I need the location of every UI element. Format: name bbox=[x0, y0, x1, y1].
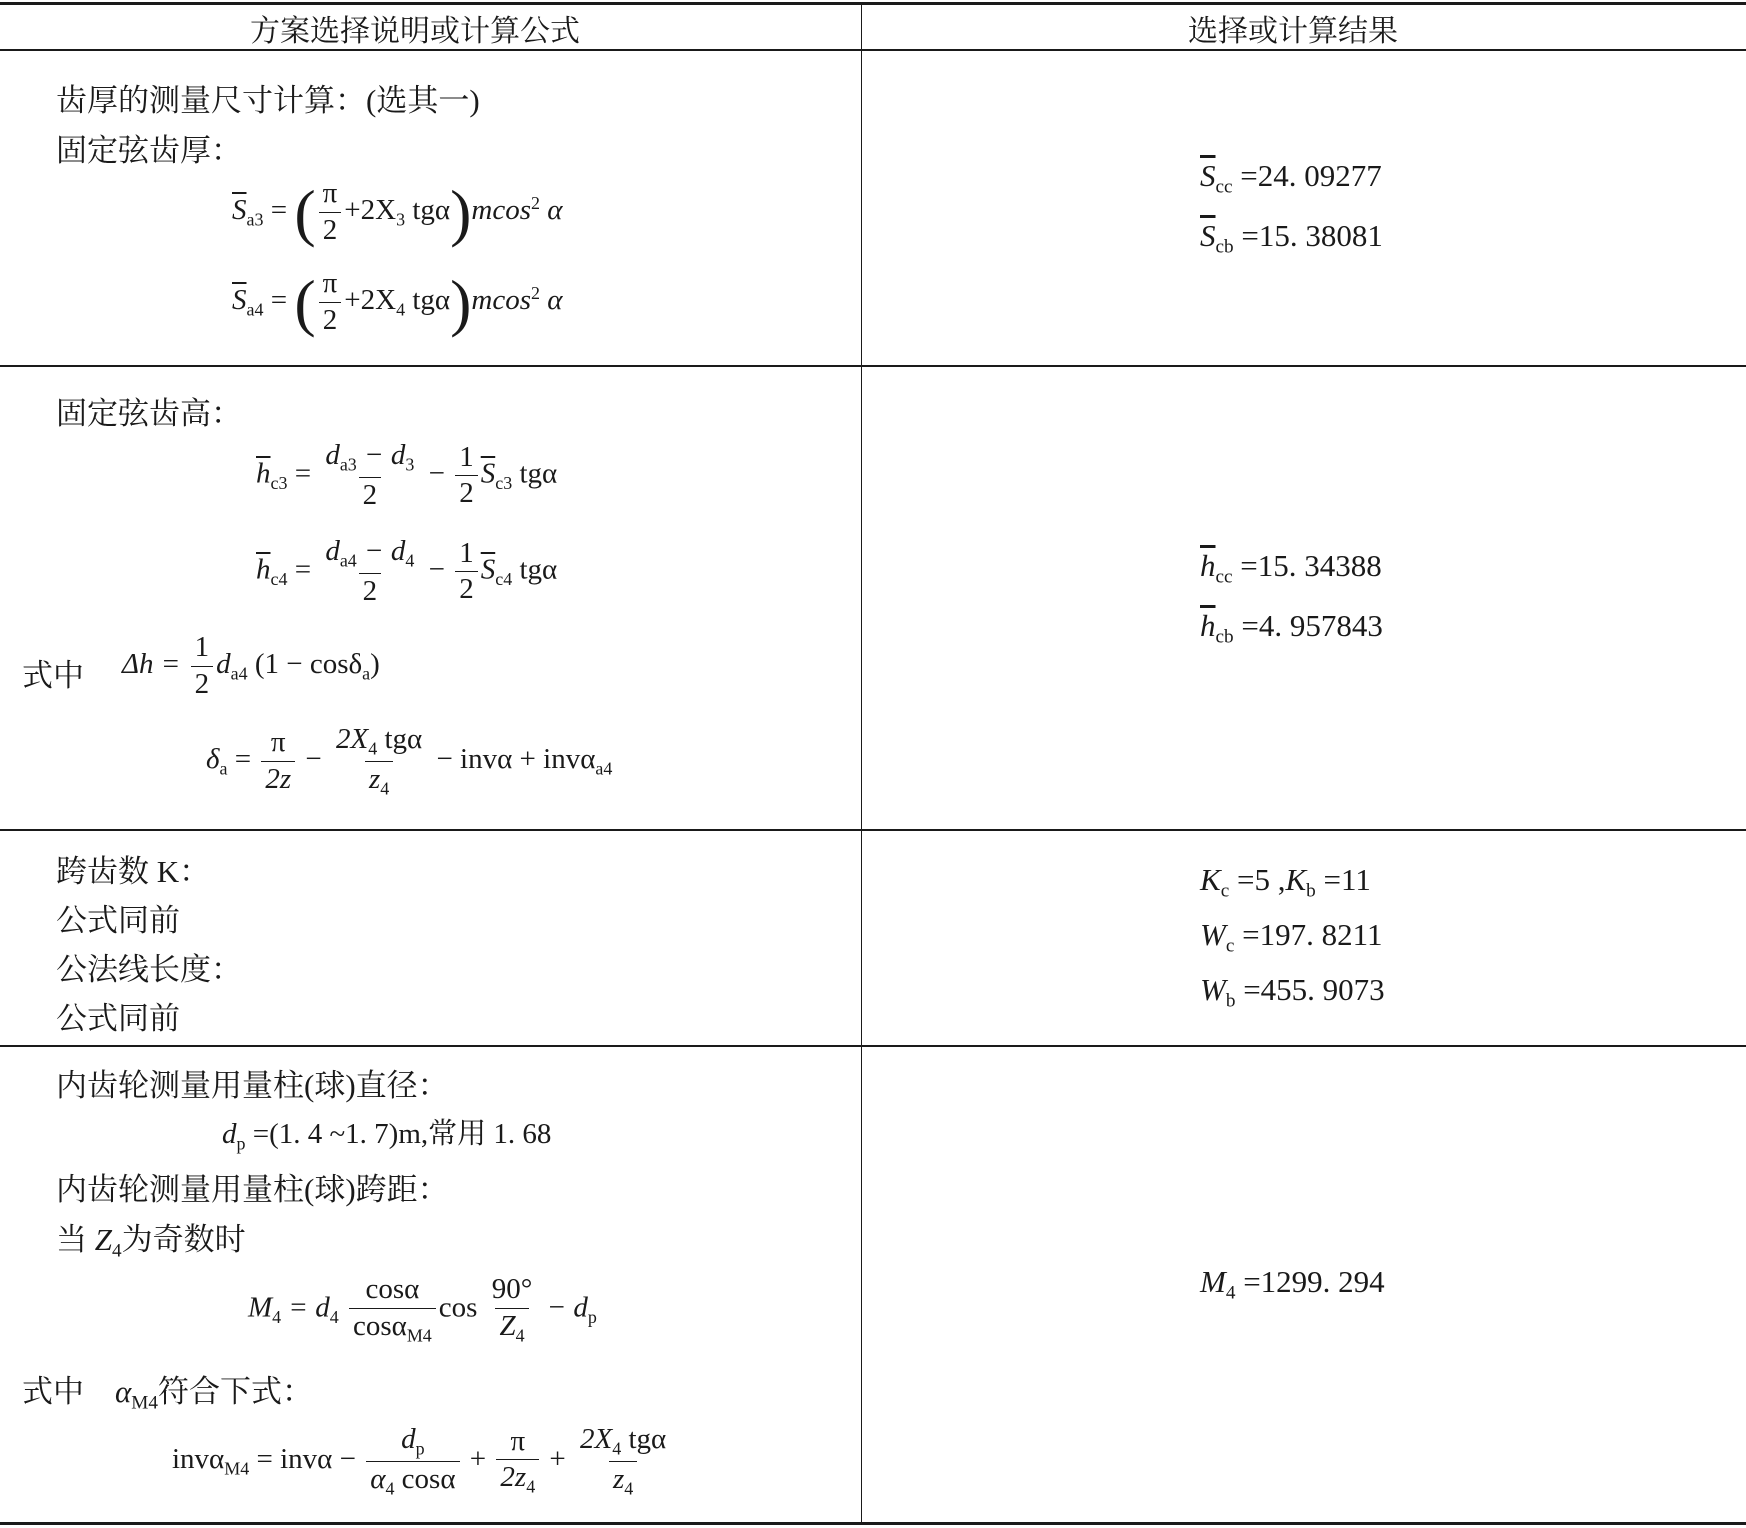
formula-sa4: $\overline{S}_{a4}$ = ( $\frac{\pi}{2}$ $+2X_4$ tgα)mcos$^2$ α bbox=[232, 266, 563, 338]
formula-inv: invα$_{M4}$ = invα − $\frac{d_p}{\alpha_4 \cos\alpha}$ + $\frac{\pi}{2z_4}$ + $\frac{2X_4 tg\alpha}{z_4}$ bbox=[172, 1423, 667, 1499]
section4-where: 式中 $\alpha_{M4}$符合下式： bbox=[22, 1374, 313, 1414]
column-divider bbox=[861, 2, 862, 1524]
header-col2: 选择或计算结果 bbox=[1188, 15, 1398, 48]
result-wc: $W_c =197$. 8211 bbox=[1200, 917, 1383, 957]
result-hcc: $\overline{h}_{cc} =15$. 34388 bbox=[1200, 548, 1382, 588]
row-divider-3 bbox=[0, 1045, 1746, 1047]
row-divider-2 bbox=[0, 829, 1746, 831]
section3-line-3: 公法线长度： bbox=[56, 952, 242, 987]
row-divider-1 bbox=[0, 365, 1746, 367]
formula-delta-a: $\delta_a$ = $\frac{\pi}{2z}$ − $\frac{2X_4 tg\alpha}{z_4}$ − invα + invα$_{a4}$ bbox=[206, 723, 613, 799]
result-hcb: $\overline{h}_{cb} =4$. 957843 bbox=[1200, 608, 1383, 648]
formula-hc3: $\overline{h}_{c3}$ = $\frac{d_{a3} - d_3}{2}$ − $\frac{1}{2}$ $\overline{S}_{c3}$ tgα bbox=[256, 439, 558, 512]
section4-line-3: 当 $Z_4$为奇数时 bbox=[56, 1222, 246, 1262]
section1-subtitle: 固定弦齿厚： bbox=[56, 133, 242, 168]
formula-delta-h: Δh = $\frac{1}{2}$ $d_{a4}$ (1 − cosδ$_a$) bbox=[122, 631, 380, 700]
table-bottom-border bbox=[0, 1522, 1746, 1525]
formula-hc4: $\overline{h}_{c4}$ = $\frac{d_{a4} - d_4}{2}$ − $\frac{1}{2}$ $\overline{S}_{c4}$ tgα bbox=[256, 535, 558, 608]
result-k: $K_c =5$ $,K_b =11$ bbox=[1200, 862, 1371, 902]
result-m4: $M_4 =1299$. 294 bbox=[1200, 1264, 1385, 1304]
formula-sa3: $\overline{S}_{a3}$ = ( $\frac{\pi}{2}$ $+2X_3$ tgα)mcos$^2$ α bbox=[232, 176, 563, 248]
result-scb: $\overline{S}_{cb} =15$. 38081 bbox=[1200, 218, 1383, 258]
header-col1: 方案选择说明或计算公式 bbox=[250, 15, 580, 48]
table-top-border bbox=[0, 2, 1746, 5]
result-wb: $W_b =455$. 9073 bbox=[1200, 972, 1385, 1012]
section2-where-label: 式中 bbox=[22, 658, 84, 693]
section2-subtitle: 固定弦齿高： bbox=[56, 396, 242, 431]
section3-line-4: 公式同前 bbox=[56, 1001, 180, 1036]
section4-line-2: 内齿轮测量用量柱(球)跨距： bbox=[56, 1172, 449, 1207]
formula-dp: $d_p =(1$. 4 ~1. 7)m,常用 1. 68 bbox=[222, 1118, 552, 1154]
section3-line-1: 跨齿数 K： bbox=[56, 854, 211, 889]
section4-line-1: 内齿轮测量用量柱(球)直径： bbox=[56, 1068, 449, 1103]
result-scc: $\overline{S}_{cc} =24$. 09277 bbox=[1200, 158, 1382, 198]
section1-intro: 齿厚的测量尺寸计算：(选其一) bbox=[56, 83, 480, 118]
formula-m4: $M_4 = d_4$ $\frac{\cos\alpha}{\cos\alpha_{M4}}$ cos $\frac{90^\circ}{Z_4}$ − $d_p$ bbox=[248, 1273, 597, 1346]
section3-line-2: 公式同前 bbox=[56, 903, 180, 938]
